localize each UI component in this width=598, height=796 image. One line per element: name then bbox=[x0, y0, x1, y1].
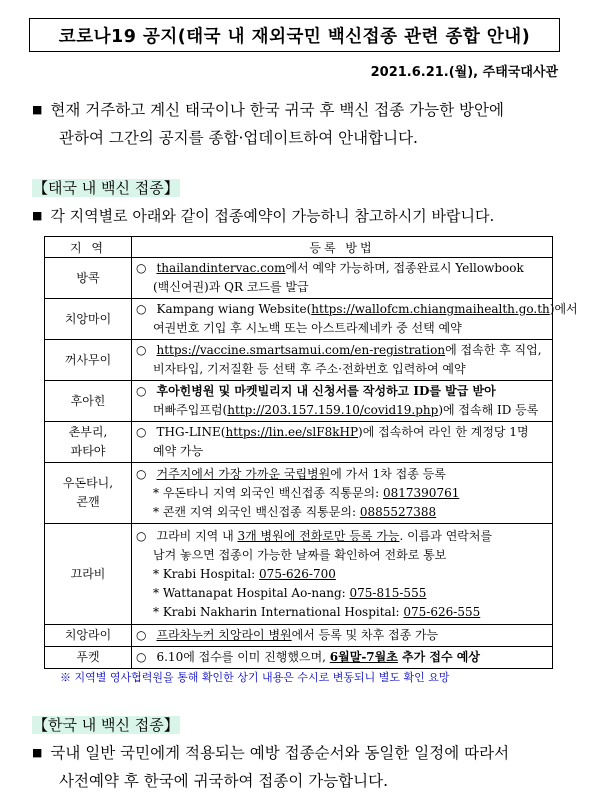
table-row bbox=[45, 647, 553, 669]
section-korea-heading-text: 【한국 내 백신 접종】 bbox=[33, 716, 179, 734]
method-text: * Krabi Hospital: bbox=[153, 566, 260, 581]
region-cell: 치앙마이 bbox=[45, 299, 132, 340]
section-thailand-bullet-text: 각 지역별로 아래와 같이 접종예약이 가능하니 참고하시기 바랍니다. bbox=[50, 207, 495, 225]
circle-bullet-icon: ○ bbox=[136, 528, 147, 543]
circle-bullet-icon: ○ bbox=[136, 261, 147, 275]
method-cell bbox=[132, 340, 553, 381]
section-thailand-heading-text: 【태국 내 백신 접종】 bbox=[33, 179, 179, 197]
method-text: 에서 등록 및 차후 접종 가능 bbox=[291, 628, 439, 642]
table-row bbox=[45, 524, 553, 625]
method-cell bbox=[132, 625, 553, 647]
intro-line-2: 관하여 그간의 공지를 종합·업데이트하여 안내합니다. bbox=[59, 129, 418, 147]
notice-date: 2021.6.21.(월), 주태국대사관 bbox=[370, 65, 558, 80]
method-cell bbox=[132, 381, 553, 422]
registration-link[interactable]: https://lin.ee/slF8kHP bbox=[225, 425, 359, 439]
method-text: 6.10에 접수를 이미 진행했으며, bbox=[156, 650, 330, 664]
notice-title-box bbox=[29, 18, 560, 52]
region-name: 콘깬 bbox=[76, 495, 100, 509]
intro-line-1: 현재 거주하고 계신 태국이나 한국 귀국 후 백신 접종 가능한 방안에 bbox=[50, 101, 504, 119]
method-text: 후아힌병원 및 마켓빌리지 내 신청서를 작성하고 ID를 발급 받아 bbox=[156, 384, 496, 398]
circle-bullet-icon: ○ bbox=[136, 425, 147, 439]
method-text: 6월말-7월초 bbox=[329, 650, 398, 664]
section-korea-line-1: 국내 일반 국민에게 적용되는 예방 접종순서와 동일한 일정에 따라서 bbox=[50, 744, 510, 762]
circle-bullet-icon: ○ bbox=[136, 628, 147, 642]
method-cell bbox=[132, 422, 553, 463]
region-cell: 푸켓 bbox=[45, 647, 132, 669]
method-text: )에서 bbox=[549, 302, 578, 316]
circle-bullet-icon: ○ bbox=[136, 384, 147, 398]
bullet-icon: ■ bbox=[32, 746, 43, 759]
registration-link[interactable]: http://203.157.159.10/covid19.php bbox=[227, 403, 439, 417]
phone-number: 075-815-555 bbox=[349, 585, 427, 600]
method-text: 3개 병원에 전화로만 등록 가능 bbox=[237, 528, 400, 543]
method-cell bbox=[132, 299, 578, 340]
region-cell bbox=[45, 422, 132, 463]
phone-number: 075-626-700 bbox=[259, 566, 336, 581]
method-text: * Wattanapat Hospital Ao-nang: bbox=[153, 585, 350, 600]
region-cell: 후아힌 bbox=[45, 381, 132, 422]
method-text: )에 접속하여 라인 한 계정당 1명 bbox=[358, 425, 529, 439]
phone-number: 075-626-555 bbox=[403, 604, 481, 619]
region-cell: 치앙라이 bbox=[45, 625, 132, 647]
method-text: * 콘캔 지역 외국인 백신접종 직통문의: bbox=[153, 504, 360, 519]
method-cell bbox=[132, 258, 553, 299]
table-row bbox=[45, 625, 553, 647]
notice-title: 코로나19 공지(태국 내 재외국민 백신접종 관련 종합 안내) bbox=[58, 26, 531, 47]
method-text: )에 접속해 ID 등록 bbox=[438, 403, 539, 417]
method-text: 예약 가능 bbox=[153, 444, 204, 458]
column-header-method: 등록 방법 bbox=[132, 237, 553, 258]
method-text: THG-LINE( bbox=[156, 425, 226, 439]
circle-bullet-icon: ○ bbox=[136, 302, 147, 316]
method-text: 머빠주입프럼( bbox=[153, 403, 228, 417]
method-text: Kampang wiang Website( bbox=[156, 302, 312, 316]
region-name: 파타야 bbox=[70, 444, 106, 458]
method-text: 에 가서 1차 접종 등록 bbox=[330, 466, 446, 481]
circle-bullet-icon: ○ bbox=[136, 650, 147, 664]
section-korea-paragraph bbox=[32, 739, 509, 795]
method-text: 에서 예약 가능하며, 접종완료시 Yellowbook bbox=[285, 261, 524, 275]
table-row bbox=[45, 340, 553, 381]
section-korea-heading bbox=[32, 715, 180, 735]
method-text: 추가 접수 예상 bbox=[397, 650, 480, 664]
phone-number: 0817390761 bbox=[383, 485, 460, 500]
method-text: 남겨 놓으면 접종이 가능한 날짜를 확인하여 전화로 통보 bbox=[153, 547, 447, 562]
region-cell bbox=[45, 463, 132, 524]
circle-bullet-icon: ○ bbox=[136, 466, 147, 481]
method-text: * 우돈타니 지역 외국인 백신접종 직통문의: bbox=[153, 485, 383, 500]
table-row bbox=[45, 299, 553, 340]
section-thailand-bullet bbox=[32, 202, 494, 230]
method-text: 비자타입, 기저질환 등 선택 후 주소·전화번호 입력하여 예약 bbox=[153, 362, 466, 376]
table-row bbox=[45, 422, 553, 463]
column-header-region: 지 역 bbox=[45, 237, 132, 258]
region-name: 우돈타니, bbox=[62, 476, 114, 490]
method-cell bbox=[132, 463, 553, 524]
bullet-icon: ■ bbox=[32, 103, 43, 116]
bullet-icon: ■ bbox=[32, 209, 43, 222]
phone-number: 0885527388 bbox=[359, 504, 437, 519]
method-cell bbox=[132, 647, 553, 669]
registration-link[interactable]: https://wallofcm.chiangmaihealth.go.th bbox=[311, 302, 550, 316]
table-footnote: ※ 지역별 영사협력원을 통해 확인한 상기 내용은 수시로 변동되니 별도 확인 요망 bbox=[60, 671, 450, 684]
method-text: 끄라비 지역 내 bbox=[156, 528, 238, 543]
region-cell: 꺼사무이 bbox=[45, 340, 132, 381]
table-row bbox=[45, 381, 553, 422]
method-text: 프라차누커 치앙라이 병원 bbox=[156, 628, 292, 642]
section-korea-line-2: 사전예약 후 한국에 귀국하여 접종이 가능합니다. bbox=[59, 772, 389, 790]
region-cell: 방콕 bbox=[45, 258, 132, 299]
region-cell: 끄라비 bbox=[45, 524, 132, 625]
registration-link[interactable]: thailandintervac.com bbox=[156, 261, 286, 275]
method-cell bbox=[132, 524, 553, 625]
method-text: * Krabi Nakharin International Hospital: bbox=[153, 604, 404, 619]
method-text: . 이름과 연락처를 bbox=[399, 528, 493, 543]
registration-link[interactable]: https://vaccine.smartsamui.com/en-registration bbox=[156, 343, 446, 357]
method-text: 거주지에서 가장 가까운 국립병원 bbox=[156, 466, 331, 481]
table-row bbox=[45, 463, 553, 524]
method-text: 에 접속한 후 직업, bbox=[445, 343, 542, 357]
circle-bullet-icon: ○ bbox=[136, 343, 147, 357]
method-text: 여권번호 기입 후 시노백 또는 아스트라제네카 중 선택 예약 bbox=[153, 321, 462, 335]
registration-table bbox=[44, 236, 578, 669]
section-thailand-heading bbox=[32, 178, 180, 198]
intro-paragraph bbox=[32, 96, 504, 152]
table-row bbox=[45, 258, 553, 299]
table-header-row bbox=[45, 237, 553, 258]
method-text: (백신여권)과 QR 코드를 발급 bbox=[153, 280, 309, 294]
region-name: 촌부리, bbox=[68, 425, 108, 439]
